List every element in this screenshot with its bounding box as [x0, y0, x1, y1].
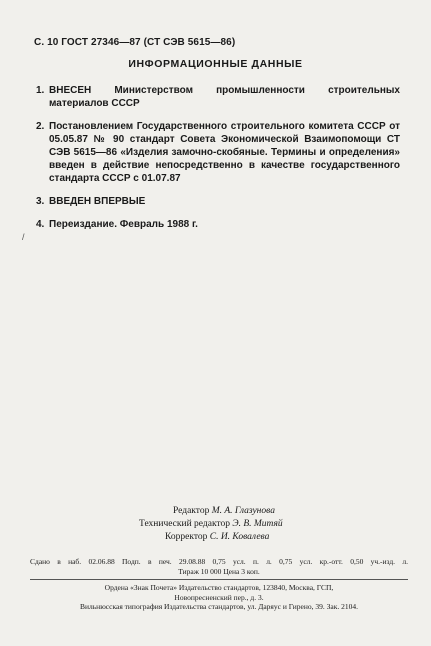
credit-role: Редактор: [173, 506, 210, 516]
credit-name: С. И. Ковалева: [209, 532, 270, 542]
item-text: ВНЕСЕН Министерством промышленности строительных материалов СССР: [49, 85, 400, 109]
info-list: [36, 84, 400, 241]
item-number: 4.: [36, 219, 45, 230]
page-header: С. 10 ГОСТ 27346—87 (СТ СЭВ 5615—86): [34, 37, 236, 48]
credit-role: Технический редактор: [139, 519, 230, 529]
item-text: Постановлением Государственного строительного комитета СССР от 05.05.87 № 90 стандарт Совета Экономической Взаимопомощи СТ СЭВ 5615—86 «Изделия замочно-скобяные. Термины и определения» введен в действие непосредственно в качестве государственного стандарта СССР с 01.07.87: [49, 121, 400, 184]
imprint-line: Сдано в наб. 02.06.88 Подп. в печ. 29.08.88 0,75 усл. п. л. 0,75 усл. кр.-отт. 0,50 уч.-изд. л.: [30, 557, 408, 566]
imprint-line: Новопресненский пер., д. 3.: [174, 592, 264, 602]
list-item: [36, 218, 400, 231]
credit-tech-editor: [139, 518, 283, 531]
imprint-line: Ордена «Знак Почета» Издательство стандартов, 123840, Москва, ГСП,: [104, 583, 334, 592]
credit-name: М. А. Глазунова: [211, 506, 275, 516]
item-number: 3.: [36, 196, 45, 207]
section-title: ИНФОРМАЦИОННЫЕ ДАННЫЕ: [128, 58, 303, 70]
imprint-block: [30, 557, 408, 612]
list-item: [36, 120, 400, 185]
credit-proofreader: [165, 531, 269, 544]
divider: [30, 579, 408, 580]
list-item: [36, 84, 400, 110]
item-number: 2.: [36, 121, 45, 132]
imprint-line: Вильнюсская типография Издательства стандартов, ул. Даряус и Гирено, 39. Зак. 2104.: [80, 602, 358, 611]
item-text: ВВЕДЕН ВПЕРВЫЕ: [49, 196, 146, 207]
item-number: 1.: [36, 85, 45, 96]
imprint-line: Тираж 10 000 Цена 3 коп.: [178, 566, 260, 576]
credit-name: Э. В. Митяй: [232, 519, 283, 529]
list-item: [36, 195, 400, 208]
item-text: Переиздание. Февраль 1988 г.: [49, 219, 198, 230]
stray-mark: /: [22, 232, 25, 242]
credit-editor: [173, 505, 275, 518]
credit-role: Корректор: [165, 532, 208, 542]
